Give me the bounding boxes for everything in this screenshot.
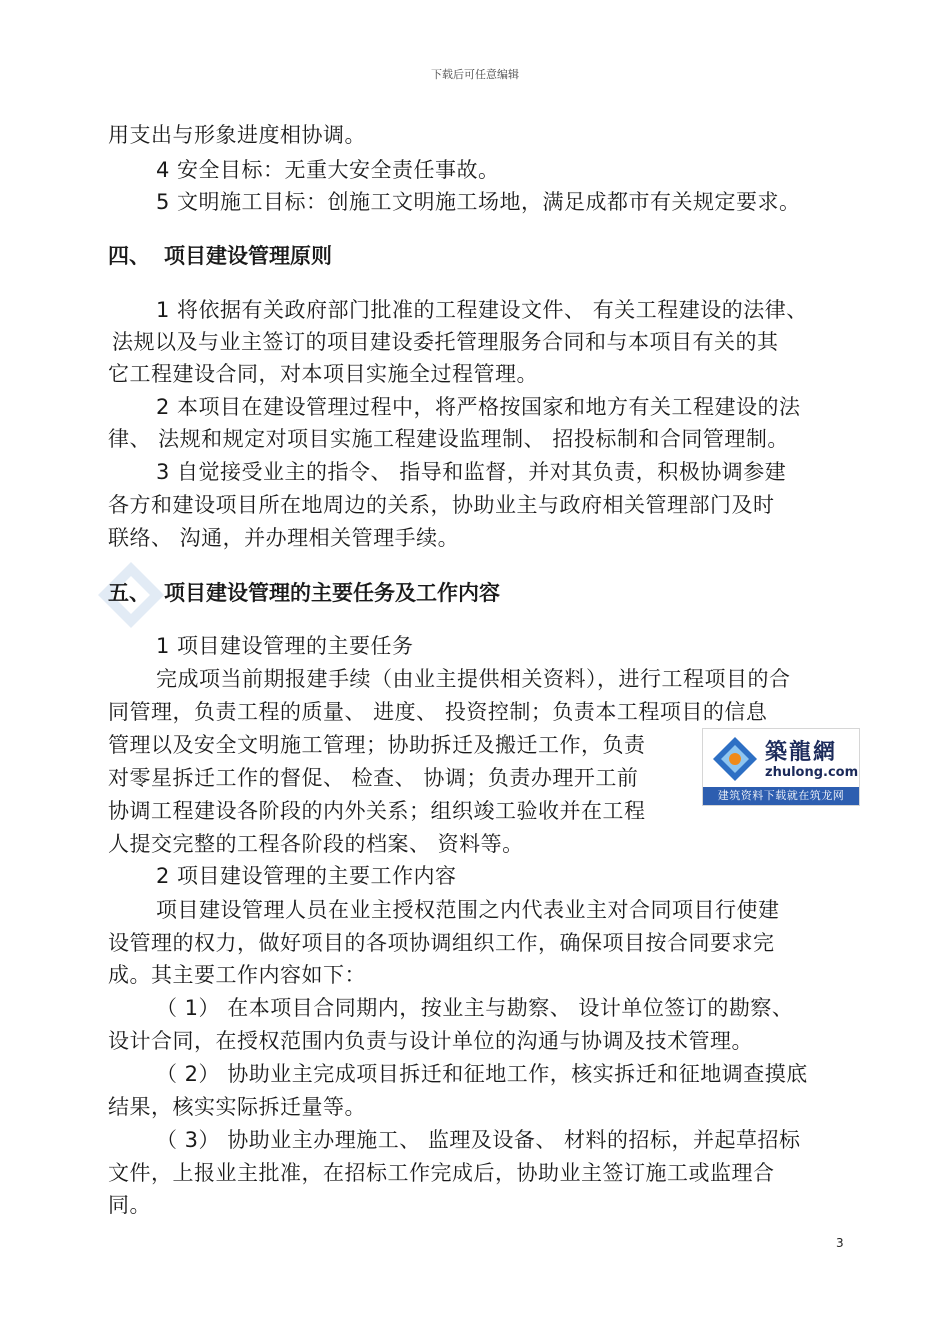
text-line: 它工程建设合同，对本项目实施全过程管理。 — [108, 362, 538, 386]
text-line: 文件，上报业主批准，在招标工作完成后，协助业主签订施工或监理合 — [108, 1161, 775, 1185]
logo-slogan: 建筑资料下载就在筑龙网 — [703, 787, 859, 805]
section-heading-5 — [108, 578, 500, 608]
logo-name-cn: 築龍網 — [765, 739, 838, 765]
section-heading-4 — [108, 241, 332, 271]
text-line: 2 本项目在建设管理过程中，将严格按国家和地方有关工程建设的法 — [156, 395, 801, 419]
text-line: 设管理的权力，做好项目的各项协调组织工作，确保项目按合同要求完 — [108, 931, 775, 955]
text-line: 管理以及安全文明施工管理；协助拆迁及搬迁工作，负责 — [108, 733, 646, 757]
text-line: 同管理，负责工程的质量、 进度、 投资控制；负责本工程项目的信息 — [108, 700, 768, 724]
heading-title: 项目建设管理原则 — [164, 244, 332, 268]
text-line: 协调工程建设各阶段的内外关系；组织竣工验收并在工程 — [108, 799, 646, 823]
text-line: 3 自觉接受业主的指令、 指导和监督，并对其负责，积极协调参建 — [156, 460, 787, 484]
text-line: 项目建设管理人员在业主授权范围之内代表业主对合同项目行使建 — [156, 898, 780, 922]
text-line: 律、 法规和规定对项目实施工程建设监理制、 招投标制和合同管理制。 — [108, 427, 789, 451]
text-line: 法规以及与业主签订的项目建设委托管理服务合同和与本项目有关的其 — [112, 330, 779, 354]
text-line: 5 文明施工目标：创施工文明施工场地，满足成都市有关规定要求。 — [156, 190, 801, 214]
text-line: 人提交完整的工程各阶段的档案、 资料等。 — [108, 832, 524, 856]
text-line: 完成项当前期报建手续（由业主提供相关资料），进行工程项目的合 — [156, 667, 791, 691]
heading-number: 五、 — [108, 581, 150, 605]
text-line: 对零星拆迁工作的督促、 检查、 协调；负责办理开工前 — [108, 766, 639, 790]
zhulong-logo-icon — [711, 735, 759, 783]
text-line: 成。其主要工作内容如下： — [108, 963, 366, 987]
text-line: 同。 — [108, 1193, 151, 1217]
text-line: （ 3） 协助业主办理施工、 监理及设备、 材料的招标，并起草招标 — [156, 1128, 801, 1152]
page-header: 下载后可任意编辑 — [431, 68, 519, 81]
zhulong-logo — [702, 728, 860, 806]
heading-title: 项目建设管理的主要任务及工作内容 — [164, 581, 500, 605]
text-line: （ 2） 协助业主完成项目拆迁和征地工作，核实拆迁和征地调查摸底 — [156, 1062, 808, 1086]
text-line: 结果，核实实际拆迁量等。 — [108, 1095, 366, 1119]
heading-number: 四、 — [108, 244, 150, 268]
text-line: 2 项目建设管理的主要工作内容 — [156, 864, 457, 888]
text-line: （ 1） 在本项目合同期内，按业主与勘察、 设计单位签订的勘察、 — [156, 996, 794, 1020]
text-line: 联络、 沟通，并办理相关管理手续。 — [108, 526, 460, 550]
logo-name-en: zhulong.com — [765, 765, 859, 780]
text-line: 1 项目建设管理的主要任务 — [156, 634, 414, 658]
text-line: 用支出与形象进度相协调。 — [108, 123, 366, 147]
text-line: 设计合同，在授权范围内负责与设计单位的沟通与协调及技术管理。 — [108, 1029, 753, 1053]
text-line: 4 安全目标：无重大安全责任事故。 — [156, 158, 500, 182]
text-line: 1 将依据有关政府部门批准的工程建设文件、 有关工程建设的法律、 — [156, 298, 808, 322]
page-number: 3 — [836, 1236, 844, 1250]
text-line: 各方和建设项目所在地周边的关系，协助业主与政府相关管理部门及时 — [108, 493, 775, 517]
